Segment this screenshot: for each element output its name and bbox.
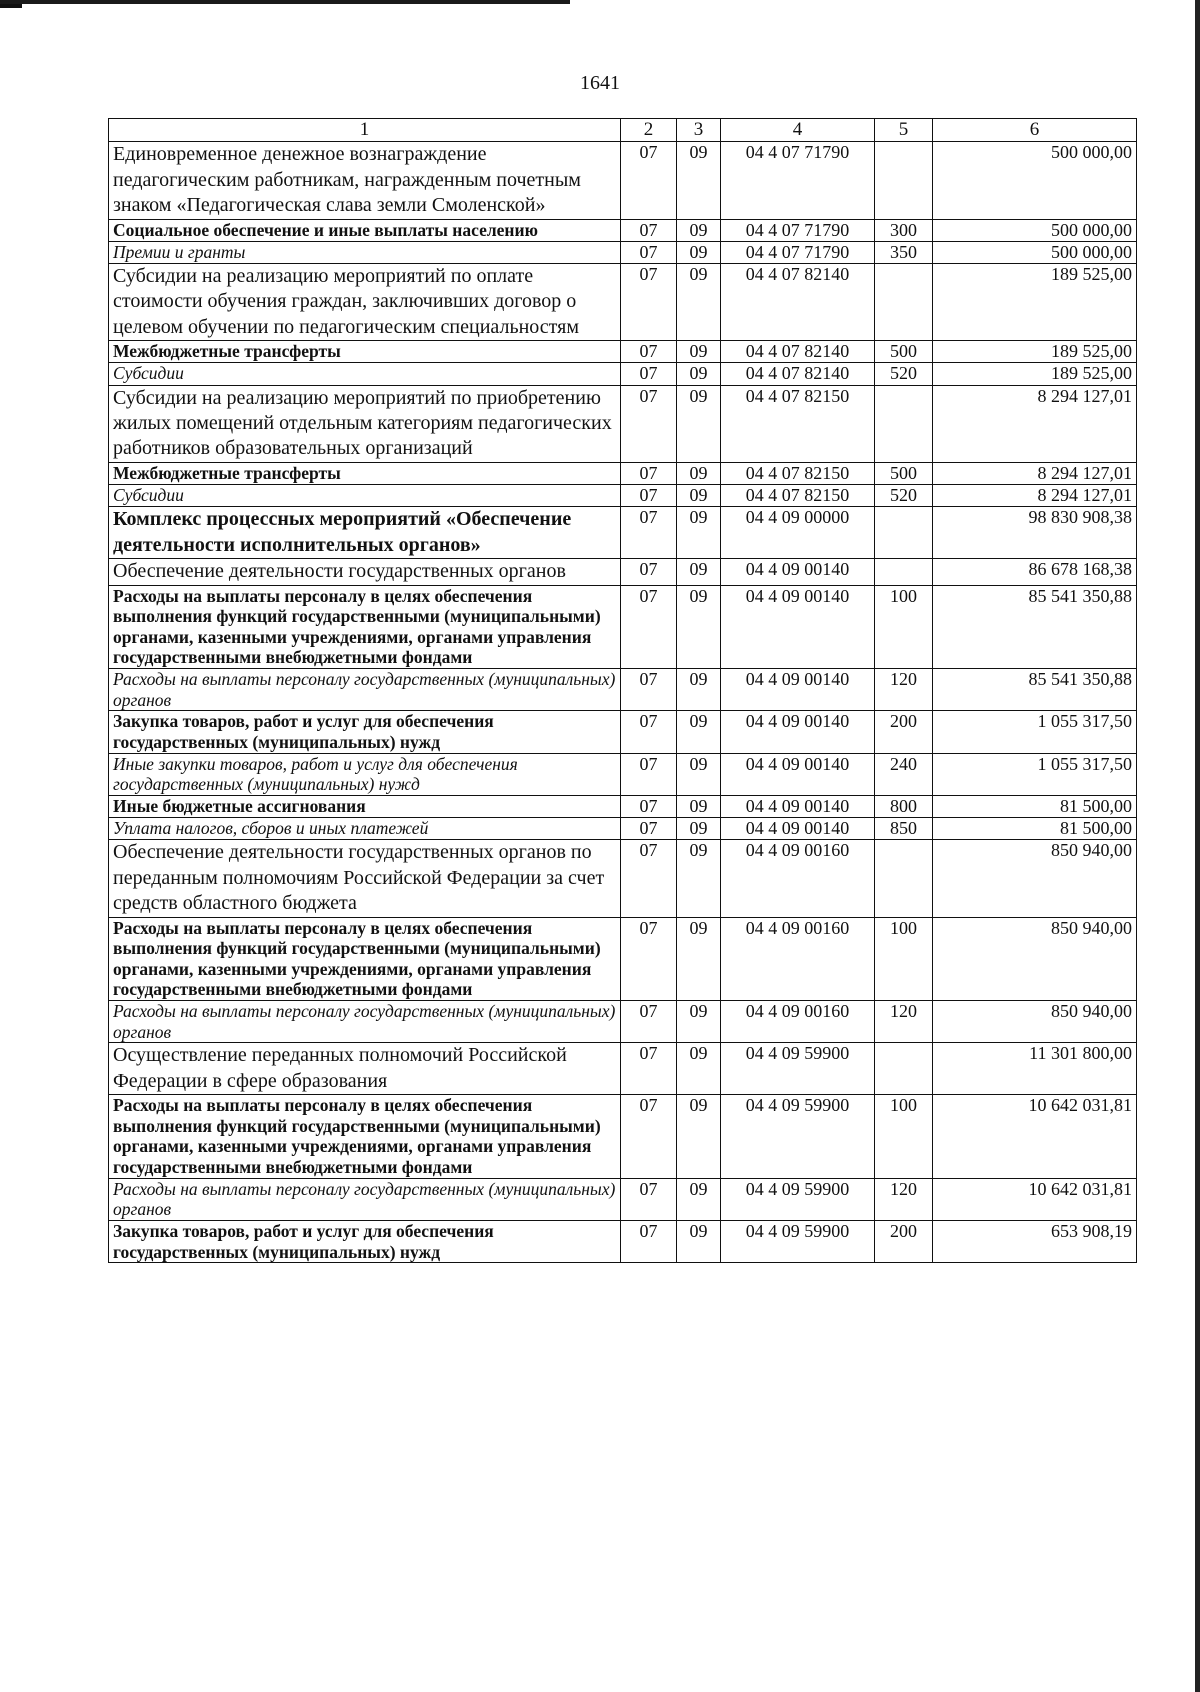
row-amount-cell: 1 055 317,50 [933, 753, 1137, 795]
row-target-code-cell: 04 4 09 00160 [721, 1001, 875, 1043]
row-amount-cell: 8 294 127,01 [933, 462, 1137, 484]
row-target-code-cell: 04 4 09 00140 [721, 669, 875, 711]
row-section-cell: 07 [621, 795, 677, 817]
row-amount-cell: 850 940,00 [933, 840, 1137, 917]
row-section-cell: 07 [621, 1221, 677, 1263]
row-amount-cell: 98 830 908,38 [933, 507, 1137, 559]
row-expense-type-cell [875, 142, 933, 219]
header-col-3: 3 [677, 119, 721, 142]
header-col-2: 2 [621, 119, 677, 142]
row-expense-type-cell [875, 559, 933, 585]
table-row [109, 485, 1137, 507]
row-section-cell: 07 [621, 559, 677, 585]
row-subsection-cell: 09 [677, 241, 721, 263]
row-subsection-cell: 09 [677, 264, 721, 341]
row-amount-cell: 850 940,00 [933, 917, 1137, 1001]
row-target-code-cell: 04 4 09 59900 [721, 1221, 875, 1263]
row-target-code-cell: 04 4 09 00140 [721, 753, 875, 795]
row-section-cell: 07 [621, 1043, 677, 1095]
table-row [109, 341, 1137, 363]
row-amount-cell: 189 525,00 [933, 341, 1137, 363]
row-expense-type-cell [875, 264, 933, 341]
row-subsection-cell: 09 [677, 219, 721, 241]
row-subsection-cell: 09 [677, 363, 721, 385]
row-name-cell: Единовременное денежное вознаграждение педагогическим работникам, награжденным почетным знаком «Педагогическая слава земли Смоленской» [109, 142, 621, 219]
table-row [109, 559, 1137, 585]
table-row [109, 1043, 1137, 1095]
row-section-cell: 07 [621, 917, 677, 1001]
row-section-cell: 07 [621, 462, 677, 484]
row-amount-cell: 850 940,00 [933, 1001, 1137, 1043]
row-subsection-cell: 09 [677, 507, 721, 559]
row-amount-cell: 1 055 317,50 [933, 711, 1137, 753]
table-row [109, 753, 1137, 795]
row-subsection-cell: 09 [677, 385, 721, 462]
row-name-cell: Межбюджетные трансферты [109, 462, 621, 484]
row-target-code-cell: 04 4 09 00140 [721, 795, 875, 817]
row-expense-type-cell [875, 840, 933, 917]
row-target-code-cell: 04 4 07 82140 [721, 341, 875, 363]
row-name-cell: Межбюджетные трансферты [109, 341, 621, 363]
row-subsection-cell: 09 [677, 711, 721, 753]
row-subsection-cell: 09 [677, 818, 721, 840]
row-expense-type-cell: 800 [875, 795, 933, 817]
table-row [109, 840, 1137, 917]
table-row [109, 264, 1137, 341]
row-expense-type-cell: 850 [875, 818, 933, 840]
row-amount-cell: 81 500,00 [933, 795, 1137, 817]
row-section-cell: 07 [621, 385, 677, 462]
row-amount-cell: 8 294 127,01 [933, 485, 1137, 507]
row-target-code-cell: 04 4 09 00140 [721, 585, 875, 669]
row-amount-cell: 10 642 031,81 [933, 1178, 1137, 1220]
budget-table [108, 118, 1137, 1263]
row-amount-cell: 85 541 350,88 [933, 669, 1137, 711]
row-subsection-cell: 09 [677, 462, 721, 484]
table-row [109, 507, 1137, 559]
row-name-cell: Субсидии [109, 485, 621, 507]
row-expense-type-cell: 520 [875, 485, 933, 507]
row-name-cell: Расходы на выплаты персоналу в целях обеспечения выполнения функций государственными (муниципальными) органами, казенными учреждениями, органами управления государственными внебюджетными фондами [109, 585, 621, 669]
row-name-cell: Расходы на выплаты персоналу государственных (муниципальных) органов [109, 669, 621, 711]
row-name-cell: Социальное обеспечение и иные выплаты населению [109, 219, 621, 241]
row-expense-type-cell: 520 [875, 363, 933, 385]
header-col-4: 4 [721, 119, 875, 142]
table-row [109, 711, 1137, 753]
scan-edge-right [1195, 0, 1200, 1692]
table-row [109, 219, 1137, 241]
row-target-code-cell: 04 4 09 00000 [721, 507, 875, 559]
row-target-code-cell: 04 4 09 00140 [721, 711, 875, 753]
row-subsection-cell: 09 [677, 1001, 721, 1043]
row-expense-type-cell [875, 1043, 933, 1095]
row-target-code-cell: 04 4 07 71790 [721, 219, 875, 241]
row-target-code-cell: 04 4 09 00160 [721, 840, 875, 917]
table-row [109, 818, 1137, 840]
row-name-cell: Закупка товаров, работ и услуг для обеспечения государственных (муниципальных) нужд [109, 711, 621, 753]
row-name-cell: Иные бюджетные ассигнования [109, 795, 621, 817]
row-subsection-cell: 09 [677, 142, 721, 219]
row-expense-type-cell: 100 [875, 917, 933, 1001]
row-name-cell: Обеспечение деятельности государственных органов по переданным полномочиям Российской Федерации за счет средств областного бюджета [109, 840, 621, 917]
row-section-cell: 07 [621, 1095, 677, 1179]
table-row [109, 462, 1137, 484]
row-amount-cell: 500 000,00 [933, 142, 1137, 219]
table-header-row [109, 119, 1137, 142]
row-name-cell: Субсидии [109, 363, 621, 385]
row-subsection-cell: 09 [677, 341, 721, 363]
row-name-cell: Комплекс процессных мероприятий «Обеспечение деятельности исполнительных органов» [109, 507, 621, 559]
row-amount-cell: 500 000,00 [933, 219, 1137, 241]
table-row [109, 1001, 1137, 1043]
row-target-code-cell: 04 4 07 82140 [721, 363, 875, 385]
table-row [109, 363, 1137, 385]
row-section-cell: 07 [621, 840, 677, 917]
row-expense-type-cell: 500 [875, 341, 933, 363]
row-section-cell: 07 [621, 241, 677, 263]
row-expense-type-cell: 100 [875, 585, 933, 669]
row-section-cell: 07 [621, 1001, 677, 1043]
row-section-cell: 07 [621, 219, 677, 241]
row-section-cell: 07 [621, 363, 677, 385]
table-row [109, 669, 1137, 711]
row-amount-cell: 85 541 350,88 [933, 585, 1137, 669]
row-target-code-cell: 04 4 07 82150 [721, 385, 875, 462]
row-target-code-cell: 04 4 07 71790 [721, 142, 875, 219]
row-target-code-cell: 04 4 09 00140 [721, 818, 875, 840]
row-subsection-cell: 09 [677, 1221, 721, 1263]
row-target-code-cell: 04 4 09 59900 [721, 1043, 875, 1095]
row-amount-cell: 86 678 168,38 [933, 559, 1137, 585]
row-section-cell: 07 [621, 264, 677, 341]
row-amount-cell: 11 301 800,00 [933, 1043, 1137, 1095]
row-target-code-cell: 04 4 09 59900 [721, 1095, 875, 1179]
row-subsection-cell: 09 [677, 840, 721, 917]
row-subsection-cell: 09 [677, 753, 721, 795]
row-name-cell: Расходы на выплаты персоналу государственных (муниципальных) органов [109, 1001, 621, 1043]
row-target-code-cell: 04 4 09 00160 [721, 917, 875, 1001]
scan-edge-top [0, 0, 570, 4]
row-target-code-cell: 04 4 07 82140 [721, 264, 875, 341]
row-expense-type-cell: 120 [875, 1001, 933, 1043]
row-section-cell: 07 [621, 818, 677, 840]
row-name-cell: Субсидии на реализацию мероприятий по оплате стоимости обучения граждан, заключивших договор о целевом обучении по педагогическим специальностям [109, 264, 621, 341]
row-name-cell: Субсидии на реализацию мероприятий по приобретению жилых помещений отдельным категориям педагогических работников образовательных организаций [109, 385, 621, 462]
row-amount-cell: 189 525,00 [933, 264, 1137, 341]
row-expense-type-cell [875, 507, 933, 559]
row-section-cell: 07 [621, 711, 677, 753]
row-subsection-cell: 09 [677, 1095, 721, 1179]
row-amount-cell: 500 000,00 [933, 241, 1137, 263]
row-expense-type-cell: 300 [875, 219, 933, 241]
row-expense-type-cell: 100 [875, 1095, 933, 1179]
row-name-cell: Уплата налогов, сборов и иных платежей [109, 818, 621, 840]
row-section-cell: 07 [621, 142, 677, 219]
table-row [109, 1178, 1137, 1220]
row-section-cell: 07 [621, 341, 677, 363]
row-name-cell: Расходы на выплаты персоналу в целях обеспечения выполнения функций государственными (муниципальными) органами, казенными учреждениями, органами управления государственными внебюджетными фондами [109, 1095, 621, 1179]
row-expense-type-cell [875, 385, 933, 462]
row-expense-type-cell: 200 [875, 711, 933, 753]
row-name-cell: Иные закупки товаров, работ и услуг для обеспечения государственных (муниципальных) нужд [109, 753, 621, 795]
row-subsection-cell: 09 [677, 917, 721, 1001]
row-subsection-cell: 09 [677, 795, 721, 817]
row-name-cell: Закупка товаров, работ и услуг для обеспечения государственных (муниципальных) нужд [109, 1221, 621, 1263]
table-row [109, 142, 1137, 219]
row-name-cell: Расходы на выплаты персоналу в целях обеспечения выполнения функций государственными (муниципальными) органами, казенными учреждениями, органами управления государственными внебюджетными фондами [109, 917, 621, 1001]
header-col-6: 6 [933, 119, 1137, 142]
table-row [109, 585, 1137, 669]
row-section-cell: 07 [621, 585, 677, 669]
row-subsection-cell: 09 [677, 485, 721, 507]
table-row [109, 241, 1137, 263]
page-number: 1641 [580, 72, 620, 94]
table-row [109, 1221, 1137, 1263]
row-expense-type-cell: 500 [875, 462, 933, 484]
table-row [109, 1095, 1137, 1179]
table-row [109, 385, 1137, 462]
row-subsection-cell: 09 [677, 1043, 721, 1095]
row-subsection-cell: 09 [677, 1178, 721, 1220]
table-row [109, 917, 1137, 1001]
row-target-code-cell: 04 4 07 82150 [721, 462, 875, 484]
row-section-cell: 07 [621, 669, 677, 711]
row-target-code-cell: 04 4 09 59900 [721, 1178, 875, 1220]
row-amount-cell: 81 500,00 [933, 818, 1137, 840]
row-expense-type-cell: 200 [875, 1221, 933, 1263]
row-section-cell: 07 [621, 753, 677, 795]
row-expense-type-cell: 120 [875, 1178, 933, 1220]
header-col-1: 1 [109, 119, 621, 142]
table-row [109, 795, 1137, 817]
row-subsection-cell: 09 [677, 669, 721, 711]
row-section-cell: 07 [621, 507, 677, 559]
row-target-code-cell: 04 4 09 00140 [721, 559, 875, 585]
row-section-cell: 07 [621, 485, 677, 507]
row-expense-type-cell: 240 [875, 753, 933, 795]
row-amount-cell: 10 642 031,81 [933, 1095, 1137, 1179]
row-name-cell: Расходы на выплаты персоналу государственных (муниципальных) органов [109, 1178, 621, 1220]
row-name-cell: Обеспечение деятельности государственных органов [109, 559, 621, 585]
row-target-code-cell: 04 4 07 71790 [721, 241, 875, 263]
row-amount-cell: 8 294 127,01 [933, 385, 1137, 462]
row-subsection-cell: 09 [677, 559, 721, 585]
row-expense-type-cell: 120 [875, 669, 933, 711]
row-amount-cell: 653 908,19 [933, 1221, 1137, 1263]
row-name-cell: Осуществление переданных полномочий Российской Федерации в сфере образования [109, 1043, 621, 1095]
row-subsection-cell: 09 [677, 585, 721, 669]
row-section-cell: 07 [621, 1178, 677, 1220]
row-target-code-cell: 04 4 07 82150 [721, 485, 875, 507]
header-col-5: 5 [875, 119, 933, 142]
row-name-cell: Премии и гранты [109, 241, 621, 263]
row-amount-cell: 189 525,00 [933, 363, 1137, 385]
row-expense-type-cell: 350 [875, 241, 933, 263]
